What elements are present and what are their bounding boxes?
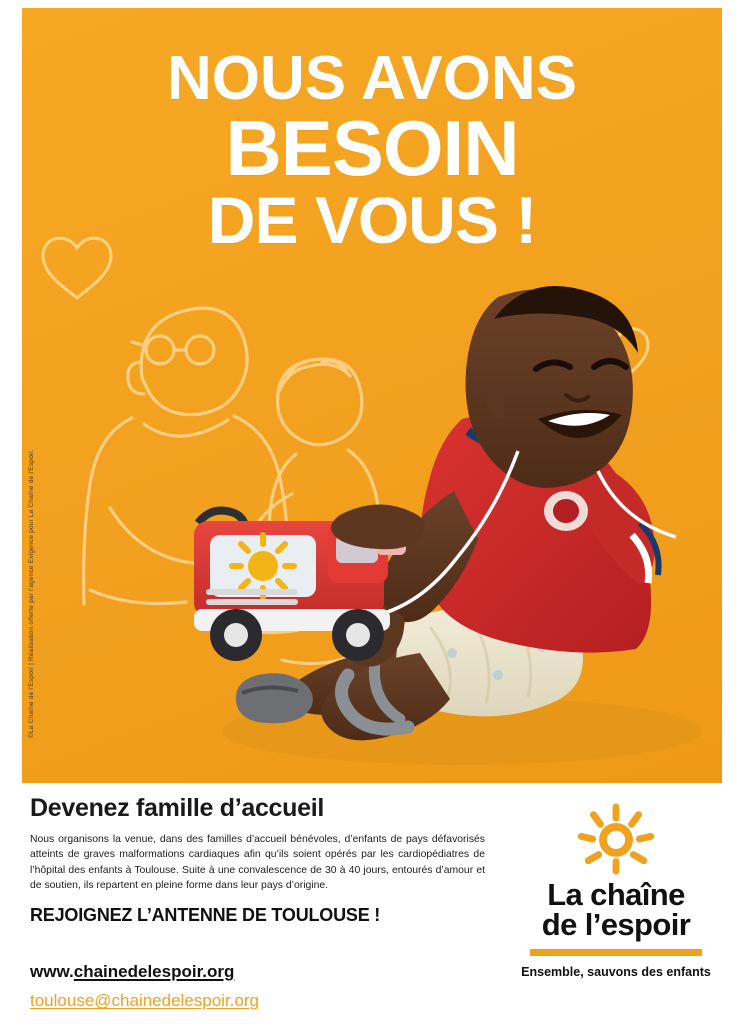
organization-logo (511, 800, 721, 979)
logo-name-line-2: de l’espoir (541, 907, 691, 943)
logo-name-line-1: La chaîne (547, 877, 685, 912)
website-domain: chainedelespoir.org (73, 962, 235, 981)
logo-tagline: Ensemble, sauvons des enfants (521, 964, 711, 979)
headline-line-2: BESOIN (225, 103, 519, 192)
email-link[interactable]: toulouse@chainedelespoir.org (30, 991, 259, 1010)
logo-underline-bar (530, 949, 702, 956)
headline-line-1: NOUS AVONS (167, 44, 577, 113)
bottom-text-column (30, 794, 490, 926)
section-title: Devenez famille d’accueil (30, 794, 325, 822)
call-to-action: REJOIGNEZ L’ANTENNE DE TOULOUSE ! (30, 904, 381, 925)
section-body: Nous organisons la venue, dans des familles d’accueil bénévoles, d’enfants de pays défavorisés atteints de graves malformations cardiaques afin qu’ils soient opérés par les cardiopédiatres de l’hôpital des enfants à Toulouse. Suite à une convalescence de 30 à 40 jours, entourés d’amour et de soutien, ils repartent en pleine forme dans leur pays d’origine. (30, 834, 485, 892)
sun-icon (572, 800, 660, 878)
website-prefix: www. (30, 962, 74, 981)
website-line[interactable] (30, 962, 234, 982)
sun-toy-decal (232, 535, 294, 597)
child-photo (162, 223, 722, 783)
hero-panel (22, 8, 722, 783)
poster-headline (22, 44, 722, 257)
photo-credit: ©La Chaîne de l'Espoir | Réalisation offerte par l'agence Exigence pour La Chaîne de l'Espoir. (28, 449, 35, 738)
logo-wordmark (511, 877, 721, 943)
headline-line-3: DE VOUS ! (207, 182, 537, 257)
bottom-info-block (0, 790, 745, 1024)
